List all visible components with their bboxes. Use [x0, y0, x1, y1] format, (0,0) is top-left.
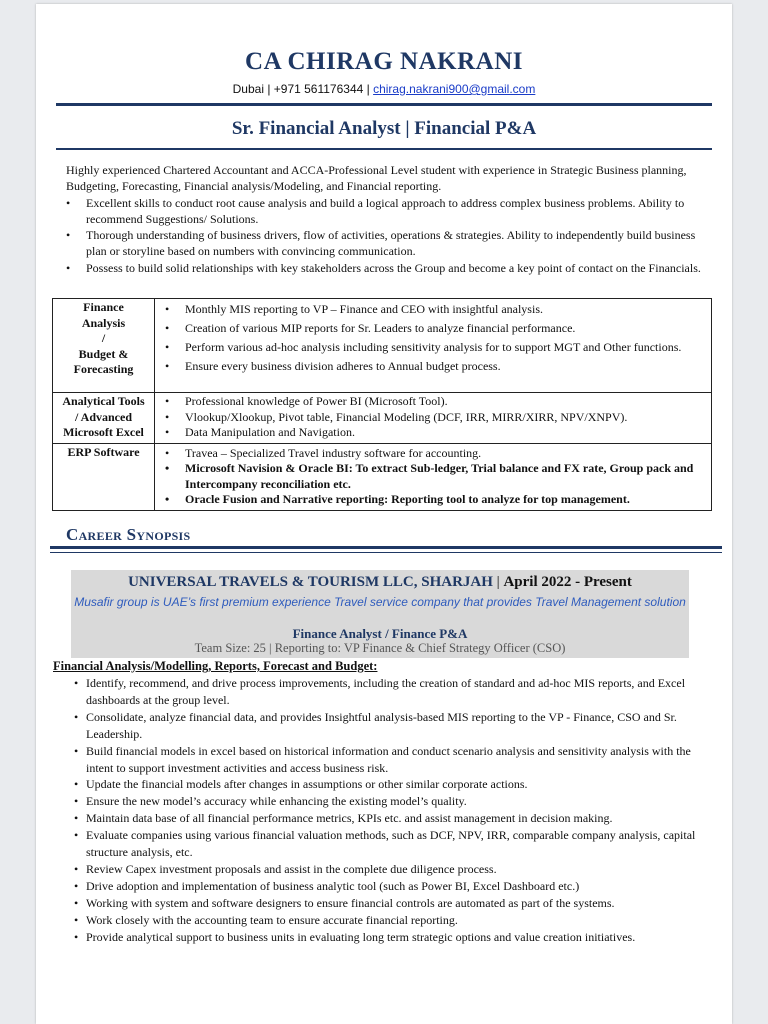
skill-category: [53, 443, 155, 510]
company-separator: |: [492, 574, 504, 590]
duty-item: • Evaluate companies using various financial valuation methods, such as DCF, NPV, IRR, comparable company analysis, capital structure analysis, etc.: [74, 827, 706, 861]
skills-row-erp: [53, 443, 712, 510]
email-link[interactable]: chirag.nakrani900@gmail.com: [373, 82, 536, 96]
duty-item: • Review Capex investment proposals and assist in the complete due diligence process.: [74, 861, 706, 878]
employment-period: April 2022 - Present: [503, 574, 632, 590]
duty-item: • Build financial models in excel based on historical information and conduct scenario analysis and sensitivity analysis with the intent to support investment activities and access business risk.: [74, 743, 706, 777]
skill-item: • Travea – Specialized Travel industry software for accounting.: [163, 446, 709, 462]
contact-details: Dubai | +971 561176344 |: [232, 82, 374, 96]
skill-category-line: ERP Software: [67, 444, 140, 459]
duties-list: [74, 675, 706, 946]
summary-bullet: • Excellent skills to conduct root cause analysis and build a logical approach to address complex business problems. Ability to recommend Suggestions/ Solutions.: [66, 195, 706, 228]
duty-item: • Work closely with the accounting team to ensure accurate financial reporting.: [74, 912, 706, 929]
skill-item: • Creation of various MIP reports for Sr. Leaders to analyze financial performance.: [163, 320, 709, 336]
skill-item: • Data Manipulation and Navigation.: [163, 425, 709, 441]
duty-item: • Update the financial models after changes in assumptions or other similar corporate actions.: [74, 776, 706, 793]
duties-section-title: Financial Analysis/Modelling, Reports, Forecast and Budget:: [53, 659, 378, 673]
skill-item: • Monthly MIS reporting to VP – Finance and CEO with insightful analysis.: [163, 301, 709, 317]
summary-intro: Highly experienced Chartered Accountant and ACCA-Professional Level student with experience in Strategic Business planning, Budgeting, Forecasting, Financial analysis/Modeling, and Financial reporting.: [66, 163, 687, 194]
skill-category-line: Budget &: [78, 346, 129, 361]
skill-items: [155, 443, 712, 510]
skill-item: • Vlookup/Xlookup, Pivot table, Financial Modeling (DCF, IRR, MIRR/XIRR, NPV/XNPV).: [163, 410, 709, 426]
duty-item: • Drive adoption and implementation of business analytic tool (such as Power BI, Excel Dashboard etc.): [74, 878, 706, 895]
skill-category-line: Analysis: [81, 315, 126, 330]
contact-line: [36, 82, 732, 96]
company-description: Musafir group is UAE’s first premium experience Travel service company that provides Travel Management solution: [74, 595, 686, 609]
skill-items: [155, 393, 712, 444]
skill-items: [155, 299, 712, 393]
headline-divider: [56, 148, 712, 150]
summary-bullet: • Possess to build solid relationships with key stakeholders across the Group and become a key point of contact on the Financials.: [66, 260, 706, 276]
duty-item: • Provide analytical support to business units in evaluating long term strategic options and value creation initiatives.: [74, 929, 706, 946]
skill-item: • Professional knowledge of Power BI (Microsoft Tool).: [163, 394, 709, 410]
skill-category-line: Forecasting: [73, 362, 134, 376]
skill-item: • Perform various ad-hoc analysis including sensitivity analysis for to support MGT and Other functions.: [163, 339, 709, 355]
duty-item: • Identify, recommend, and drive process improvements, including the creation of standard and ad-hoc MIS reports, and Excel dashboards at the group level.: [74, 675, 706, 709]
duty-item: • Maintain data base of all financial performance metrics, KPIs etc. and assist management in decision making.: [74, 810, 706, 827]
resume-page: [36, 4, 732, 1024]
skill-item: • Oracle Fusion and Narrative reporting: Reporting tool to analyze for top management.: [163, 492, 709, 508]
skill-category-line: /: [101, 331, 106, 345]
duty-item: • Consolidate, analyze financial data, and provides Insightful analysis-based MIS reporting to the VP - Finance, CSO and Sr. Leadership.: [74, 709, 706, 743]
career-synopsis-heading: Career Synopsis: [66, 525, 191, 544]
skill-category-line: Analytical Tools: [62, 394, 145, 408]
skills-table: [52, 298, 712, 511]
skills-row-tools: [53, 393, 712, 444]
company-banner: [71, 570, 689, 658]
skill-category-line: / Advanced: [74, 409, 132, 424]
summary-bullet: • Thorough understanding of business drivers, flow of activities, operations & strategies. Ability to independently build business plan or storyline based on numbers with convincing communication.: [66, 227, 706, 260]
candidate-name: CA CHIRAG NAKRANI: [245, 48, 523, 75]
duty-item: • Working with system and software designers to ensure financial controls are automated as part of the systems.: [74, 895, 706, 912]
header-divider: [56, 103, 712, 106]
duty-item: • Ensure the new model’s accuracy while enhancing the existing model’s quality.: [74, 793, 706, 810]
skill-category: [53, 299, 155, 393]
skill-item: • Microsoft Navision & Oracle BI: To extract Sub-ledger, Trial balance and FX rate, Group pack and Intercompany reconciliation etc.: [163, 461, 709, 492]
skill-category-line: Finance: [83, 300, 124, 314]
job-role: Finance Analyst / Finance P&A: [292, 626, 468, 641]
skills-row-finance: [53, 299, 712, 393]
profile-summary: [66, 162, 706, 276]
skill-category-line: Microsoft Excel: [63, 425, 144, 439]
synopsis-divider-thin: [50, 552, 722, 553]
team-info: Team Size: 25 | Reporting to: VP Finance & Chief Strategy Officer (CSO): [194, 641, 566, 655]
headline-title: Sr. Financial Analyst | Financial P&A: [231, 118, 537, 139]
synopsis-divider: [50, 546, 722, 549]
company-name: UNIVERSAL TRAVELS & TOURISM LLC, SHARJAH: [128, 574, 493, 590]
skill-item: • Ensure every business division adheres to Annual budget process.: [163, 358, 709, 374]
skill-category: [53, 393, 155, 444]
company-line: [71, 574, 689, 591]
